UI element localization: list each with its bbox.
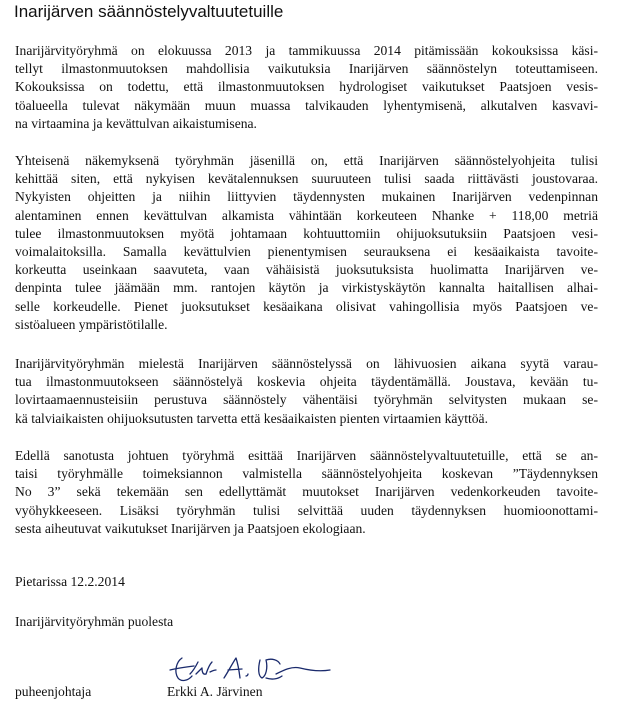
paragraph-line: lovirtaamaennusteisiin perustuva säännöstely vähentäisi työryhmän selvitysten mukaan se- [15,392,598,408]
paragraph-line: tua ilmastonmuutokseen säännöstelyä koskevia ohjeita täydentämällä. Joustava, kevään tu- [15,374,598,390]
paragraph-line: tulee ilmastonmuutoksen myötä johtamaan kohtuuttomiin ohijuoksutuksiin Paatsjoen vesi- [15,225,598,241]
paragraph-line: sesta aiheutuvat vaikutukset Inarijärven ja Paatsjoen ekologiaan. [15,520,366,536]
document-title: Inarijärven säännöstelyvaltuutetuille [14,2,284,21]
signer-name: Erkki A. Järvinen [167,684,263,699]
place-and-date: Pietarissa 12.2.2014 [15,574,125,589]
paragraph-4 [15,447,598,538]
paragraph-line: Kokouksissa on todettu, että ilmastonmuutoksen hydrologiset vaikutukset Paatsjoen vesis- [15,79,598,95]
paragraph-line: sistöalueen ympäristötilalle. [15,316,168,332]
paragraph-line: taisi työryhmälle toimeksiannon valmistella säännöstelyohjeita koskevan ”Täydennyksen [15,466,598,482]
paragraph-line: Edellä sanotusta johtuen työryhmä esittää Inarijärven säännöstelyvaltuutetuille, että se an- [15,448,598,463]
paragraph-line: alentaminen ennen kevättulvan alkamista vähintään korkeuteen Nhanke + 118,00 metriä [15,207,598,223]
paragraph-line: kä talviaikaisten ohijuoksutusten tarvetta että kesäaikaisten pienten virtaamien käyttöä. [15,410,488,426]
paragraph-line: töalueella tulevat näkymään muun muassa talvikauden lyhentymisenä, alkutalven kasvavi- [15,97,598,113]
handwritten-signature [168,652,338,686]
paragraph-line: Yhteisenä näkemyksenä työryhmän jäsenillä on, että Inarijärven säännöstelyohjeita tulisi [15,153,598,168]
paragraph-line: na virtaamina ja kevättulvan aikaistumisena. [15,115,257,131]
paragraph-line: voimalaitoksilla. Samalla kevättulvien pienentymisen seurauksena ei kesäaikaista tavoite- [15,244,598,260]
paragraph-line: Inarijärvityöryhmä on elokuussa 2013 ja tammikuussa 2014 pitämissään kokouksissa käsi- [15,43,598,58]
paragraph-line: kehittää siten, että nykyisen kevätalennuksen suuruuteen tulisi saada riittävästi joustovaraa. [15,171,598,187]
paragraph-line: Inarijärvityöryhmän mielestä Inarijärven säännöstelyssä on lähivuosien aikana syytä varau- [15,356,598,371]
paragraph-line: vyöhykkeeseen. Lisäksi työryhmän tulisi selvittää uuden täydennyksen huomioonottami- [15,502,598,518]
paragraph-line: tellyt ilmastonmuutoksen mahdollisia vaikutuksia Inarijärven säännöstelyn toteuttamiseen. [15,61,598,77]
on-behalf-line: Inarijärvityöryhmän puolesta [15,614,174,629]
paragraph-line: No 3” sekä tekemään sen edellyttämät muutokset Inarijärven vedenkorkeuden tavoite- [15,484,598,500]
signer-role: puheenjohtaja [15,684,92,699]
paragraph-line: Nykyisten ohjeitten ja niihin liittyvien täydennysten mukainen Inarijärven vedenpinnan [15,189,598,205]
paragraph-line: denpinta tulee jäämään mm. rantojen käytön ja virkistyskäytön kannalta haitallisen alhai- [15,280,598,296]
paragraph-3 [15,355,598,428]
paragraph-line: selle korkeudelle. Pienet juoksutukset kesäaikana olisivat vahingollisia myös Paatsjoen ve- [15,298,598,314]
paragraph-2 [15,152,598,334]
paragraph-1 [15,42,598,133]
paragraph-line: korkeutta useinkaan saavuteta, vaan vähäisistä juoksutuksista huolimatta Inarijärven ve- [15,262,598,278]
